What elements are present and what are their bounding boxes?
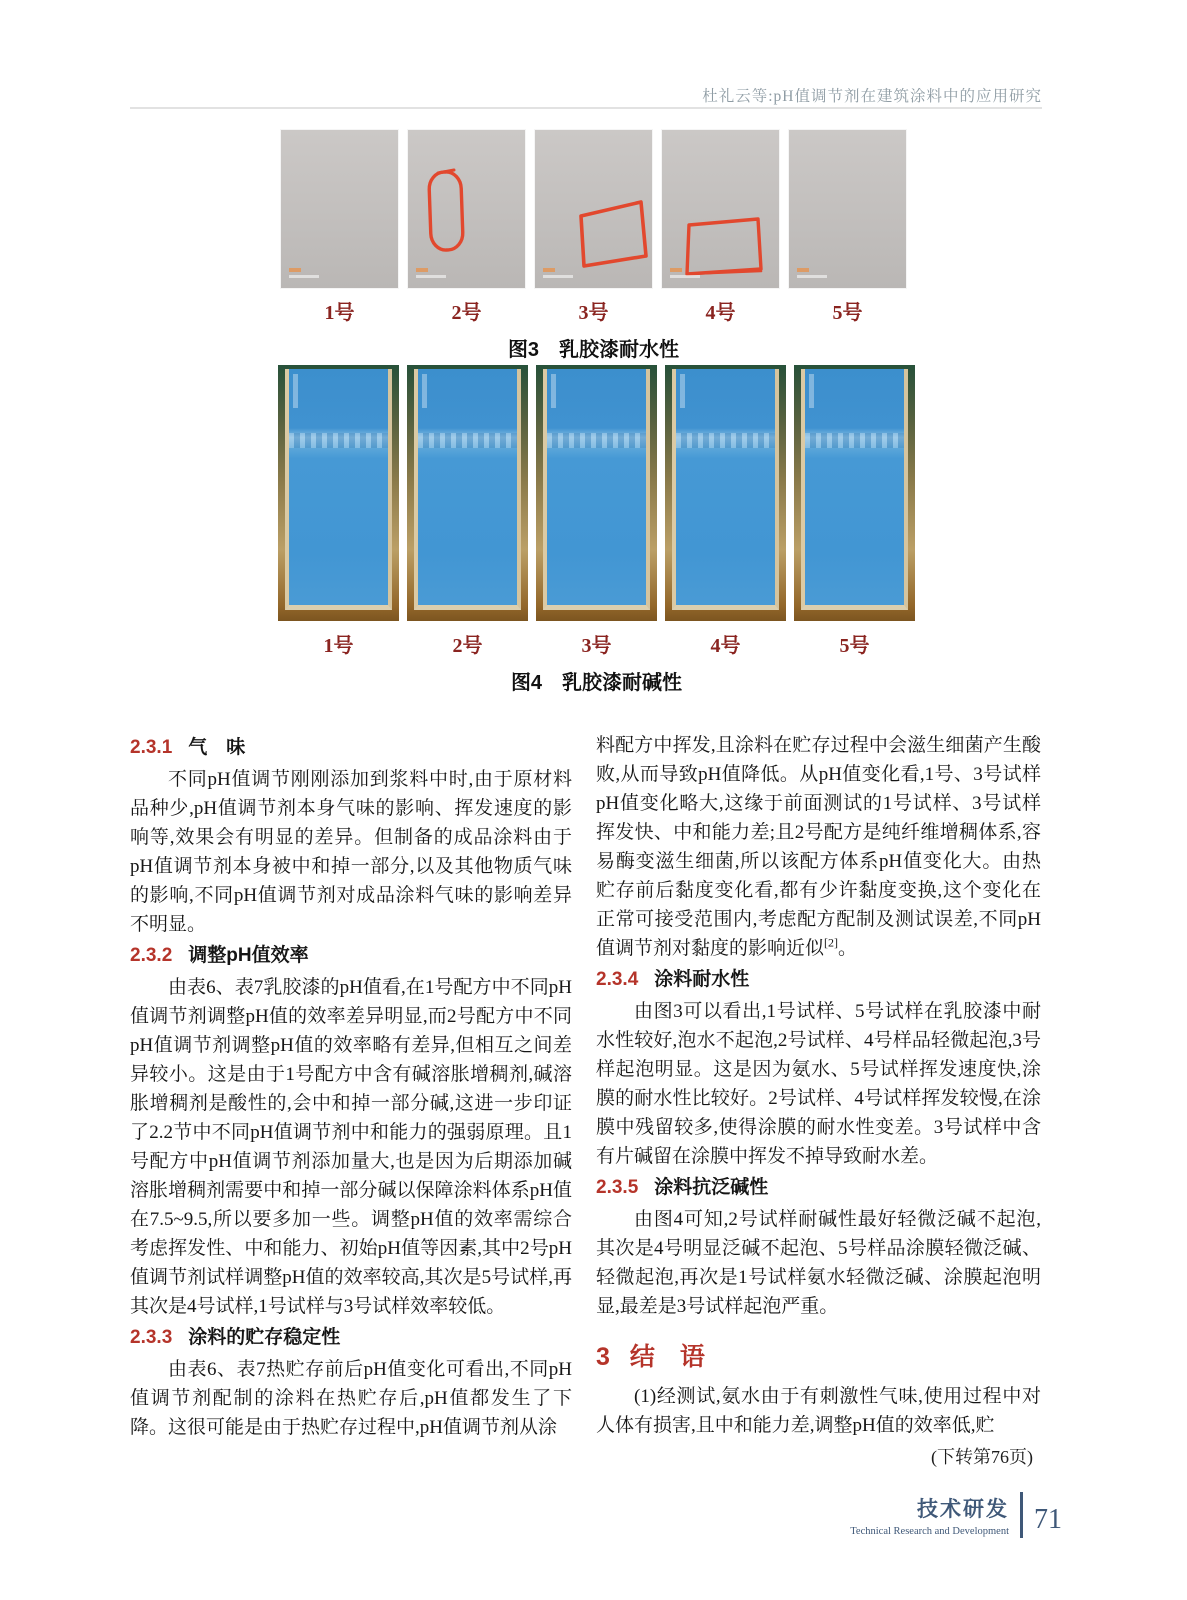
red-oval-marker <box>408 130 525 288</box>
blue-coating <box>285 369 392 610</box>
citation-superscript: [2] <box>824 935 839 950</box>
figure4-label-5: 5号 <box>839 635 870 657</box>
figure4-label-4: 4号 <box>710 635 741 657</box>
section-title: 涂料抗泛碱性 <box>654 1177 769 1198</box>
paragraph-storage-stability-continued <box>596 731 1041 963</box>
page-footer <box>0 1492 1062 1538</box>
figure3-photo-4 <box>662 130 779 288</box>
paragraph-storage-stability: 由表6、表7热贮存前后pH值变化可看出,不同pH值调节剂配制的涂料在热贮存后,pH值都发生了下降。这很可能是由于热贮存过程中,pH值调节剂从涂 <box>130 1359 572 1438</box>
figure4-panel-1 <box>278 365 399 621</box>
continuation-text: 料配方中挥发,且涂料在贮存过程中会滋生细菌产生酸败,从而导致pH值降低。从pH值变化看,1号、3号试样pH值变化略大,这缘于前面测试的1号试样、3号试样挥发快、中和能力差;且2号配方是纯纤维增稠体系,容易酶变滋生细菌,所以该配方体系pH值变化大。由热贮存前后黏度变化看,都有少许黏度变换,这个变化在正常可接受范围内,考虑配方配制及测试误差,不同pH值调节剂对黏度的影响近似 <box>596 735 1041 959</box>
paragraph-water-resistance: 由图3可以看出,1号试样、5号试样在乳胶漆中耐水性较好,泡水不起泡,2号试样、4号样品轻微起泡,3号样起泡明显。这是因为氨水、5号试样挥发速度快,涂膜的耐水性比较好。2号试样、4号试样挥发较慢,在涂膜中残留较多,使得涂膜的耐水性变差。3号试样中含有片碱留在涂膜中挥发不掉导致耐水差。 <box>596 1001 1041 1167</box>
section-2-3-1-heading <box>130 733 572 763</box>
figure3-label-1: 1号 <box>324 302 355 324</box>
paragraph-efflorescence-resistance: 由图4可知,2号试样耐碱性最好轻微泛碱不起泡,其次是4号明显泛碱不起泡、5号样品涂膜轻微泛碱、轻微起泡,再次是1号试样氨水轻微泛碱、涂膜起泡明显,最差是3号试样起泡严重。 <box>596 1209 1041 1317</box>
page-number: 71 <box>1034 1504 1062 1535</box>
section-title: 调整pH值效率 <box>188 945 309 966</box>
figure3-photo-2 <box>408 130 525 288</box>
footer-section-english: Technical Research and Development <box>850 1526 1009 1537</box>
figure4-label-2: 2号 <box>452 635 483 657</box>
figure4-label-1: 1号 <box>323 635 354 657</box>
section-2-3-4-heading <box>596 965 1041 995</box>
camera-watermark <box>670 268 704 278</box>
figure3-labels <box>281 296 906 325</box>
section-number: 2.3.1 <box>130 737 173 758</box>
blue-coating <box>543 369 650 610</box>
figure4-panel-row <box>278 365 915 621</box>
figure4-label-3: 3号 <box>581 635 612 657</box>
sentence-end: 。 <box>838 938 858 959</box>
figure3-label-2: 2号 <box>451 302 482 324</box>
section-2-3-2-heading <box>130 941 572 971</box>
figure3-photo-row <box>281 130 906 288</box>
header-rule <box>130 107 1042 109</box>
section-2-3-3-heading <box>130 1323 572 1353</box>
section-number: 2.3.4 <box>596 969 639 990</box>
camera-watermark <box>416 268 450 278</box>
section-number: 2.3.2 <box>130 945 173 966</box>
figure4-panel-4 <box>665 365 786 621</box>
figure4 <box>278 365 915 695</box>
figure3-label-4: 4号 <box>705 302 736 324</box>
section-number: 2.3.3 <box>130 1327 173 1348</box>
section-title: 涂料耐水性 <box>654 969 750 990</box>
blue-coating <box>801 369 908 610</box>
running-head: 杜礼云等:pH值调节剂在建筑涂料中的应用研究 <box>702 88 1042 105</box>
paragraph-odor: 不同pH值调节刚刚添加到浆料中时,由于原材料品种少,pH值调节剂本身气味的影响、挥发速度的影响等,效果会有明显的差异。但制备的成品涂料由于pH值调节剂本身被中和掉一部分,以及其他物质气味的影响,不同pH值调节剂对成品涂料气味的影响差异不明显。 <box>130 769 572 935</box>
section-2-3-5-heading <box>596 1173 1041 1203</box>
conclusion-heading <box>596 1337 1041 1373</box>
left-column <box>130 731 572 1442</box>
blue-coating <box>414 369 521 610</box>
blue-coating <box>672 369 779 610</box>
footer-section <box>850 1493 1009 1537</box>
figure3-label-5: 5号 <box>832 302 863 324</box>
right-column <box>596 731 1041 1469</box>
camera-watermark <box>797 268 831 278</box>
figure4-labels <box>278 629 915 658</box>
section-title: 涂料的贮存稳定性 <box>188 1327 341 1348</box>
figure3-label-3: 3号 <box>578 302 609 324</box>
red-quad-marker <box>535 130 652 288</box>
footer-divider <box>1020 1492 1023 1538</box>
figure3-photo-5 <box>789 130 906 288</box>
figure3-photo-3 <box>535 130 652 288</box>
figure4-caption: 图4 乳胶漆耐碱性 <box>510 672 683 694</box>
figure4-panel-2 <box>407 365 528 621</box>
figure4-panel-5 <box>794 365 915 621</box>
red-square-marker <box>662 130 779 288</box>
figure3 <box>281 130 906 362</box>
section-title: 气 味 <box>188 737 246 758</box>
section-title: 结 语 <box>629 1343 705 1371</box>
figure3-caption: 图3 乳胶漆耐水性 <box>507 339 680 361</box>
figure3-photo-1 <box>281 130 398 288</box>
footer-section-chinese: 技术研发 <box>917 1498 1009 1521</box>
section-number: 2.3.5 <box>596 1177 639 1198</box>
figure4-panel-3 <box>536 365 657 621</box>
camera-watermark <box>289 268 323 278</box>
continued-on-page-note: (下转第76页) <box>931 1447 1033 1467</box>
paragraph-ph-efficiency: 由表6、表7乳胶漆的pH值看,在1号配方中不同pH值调节剂调整pH值的效率差异明显,而2号配方中不同pH值调节剂调整pH值的效率略有差异,但相互之间差异较小。这是由于1号配方中含有碱溶胀增稠剂,碱溶胀增稠剂是酸性的,会中和掉一部分碱,这进一步印证了2.2节中不同pH值调节剂中和能力的强弱原理。且1号配方中pH值调节剂添加量大,也是因为后期添加碱溶胀增稠剂需要中和掉一部分碱以保障涂料体系pH值在7.5~9.5,所以要多加一些。调整pH值的效率需综合考虑挥发性、中和能力、初始pH值等因素,其中2号pH值调节剂试样调整pH值的效率较高,其次是5号试样,再其次是4号试样,1号试样与3号试样效率较低。 <box>130 977 572 1317</box>
paragraph-conclusion-1: (1)经测试,氨水由于有刺激性气味,使用过程中对人体有损害,且中和能力差,调整pH值的效率低,贮 <box>596 1386 1041 1436</box>
section-number: 3 <box>596 1343 610 1371</box>
camera-watermark <box>543 268 577 278</box>
